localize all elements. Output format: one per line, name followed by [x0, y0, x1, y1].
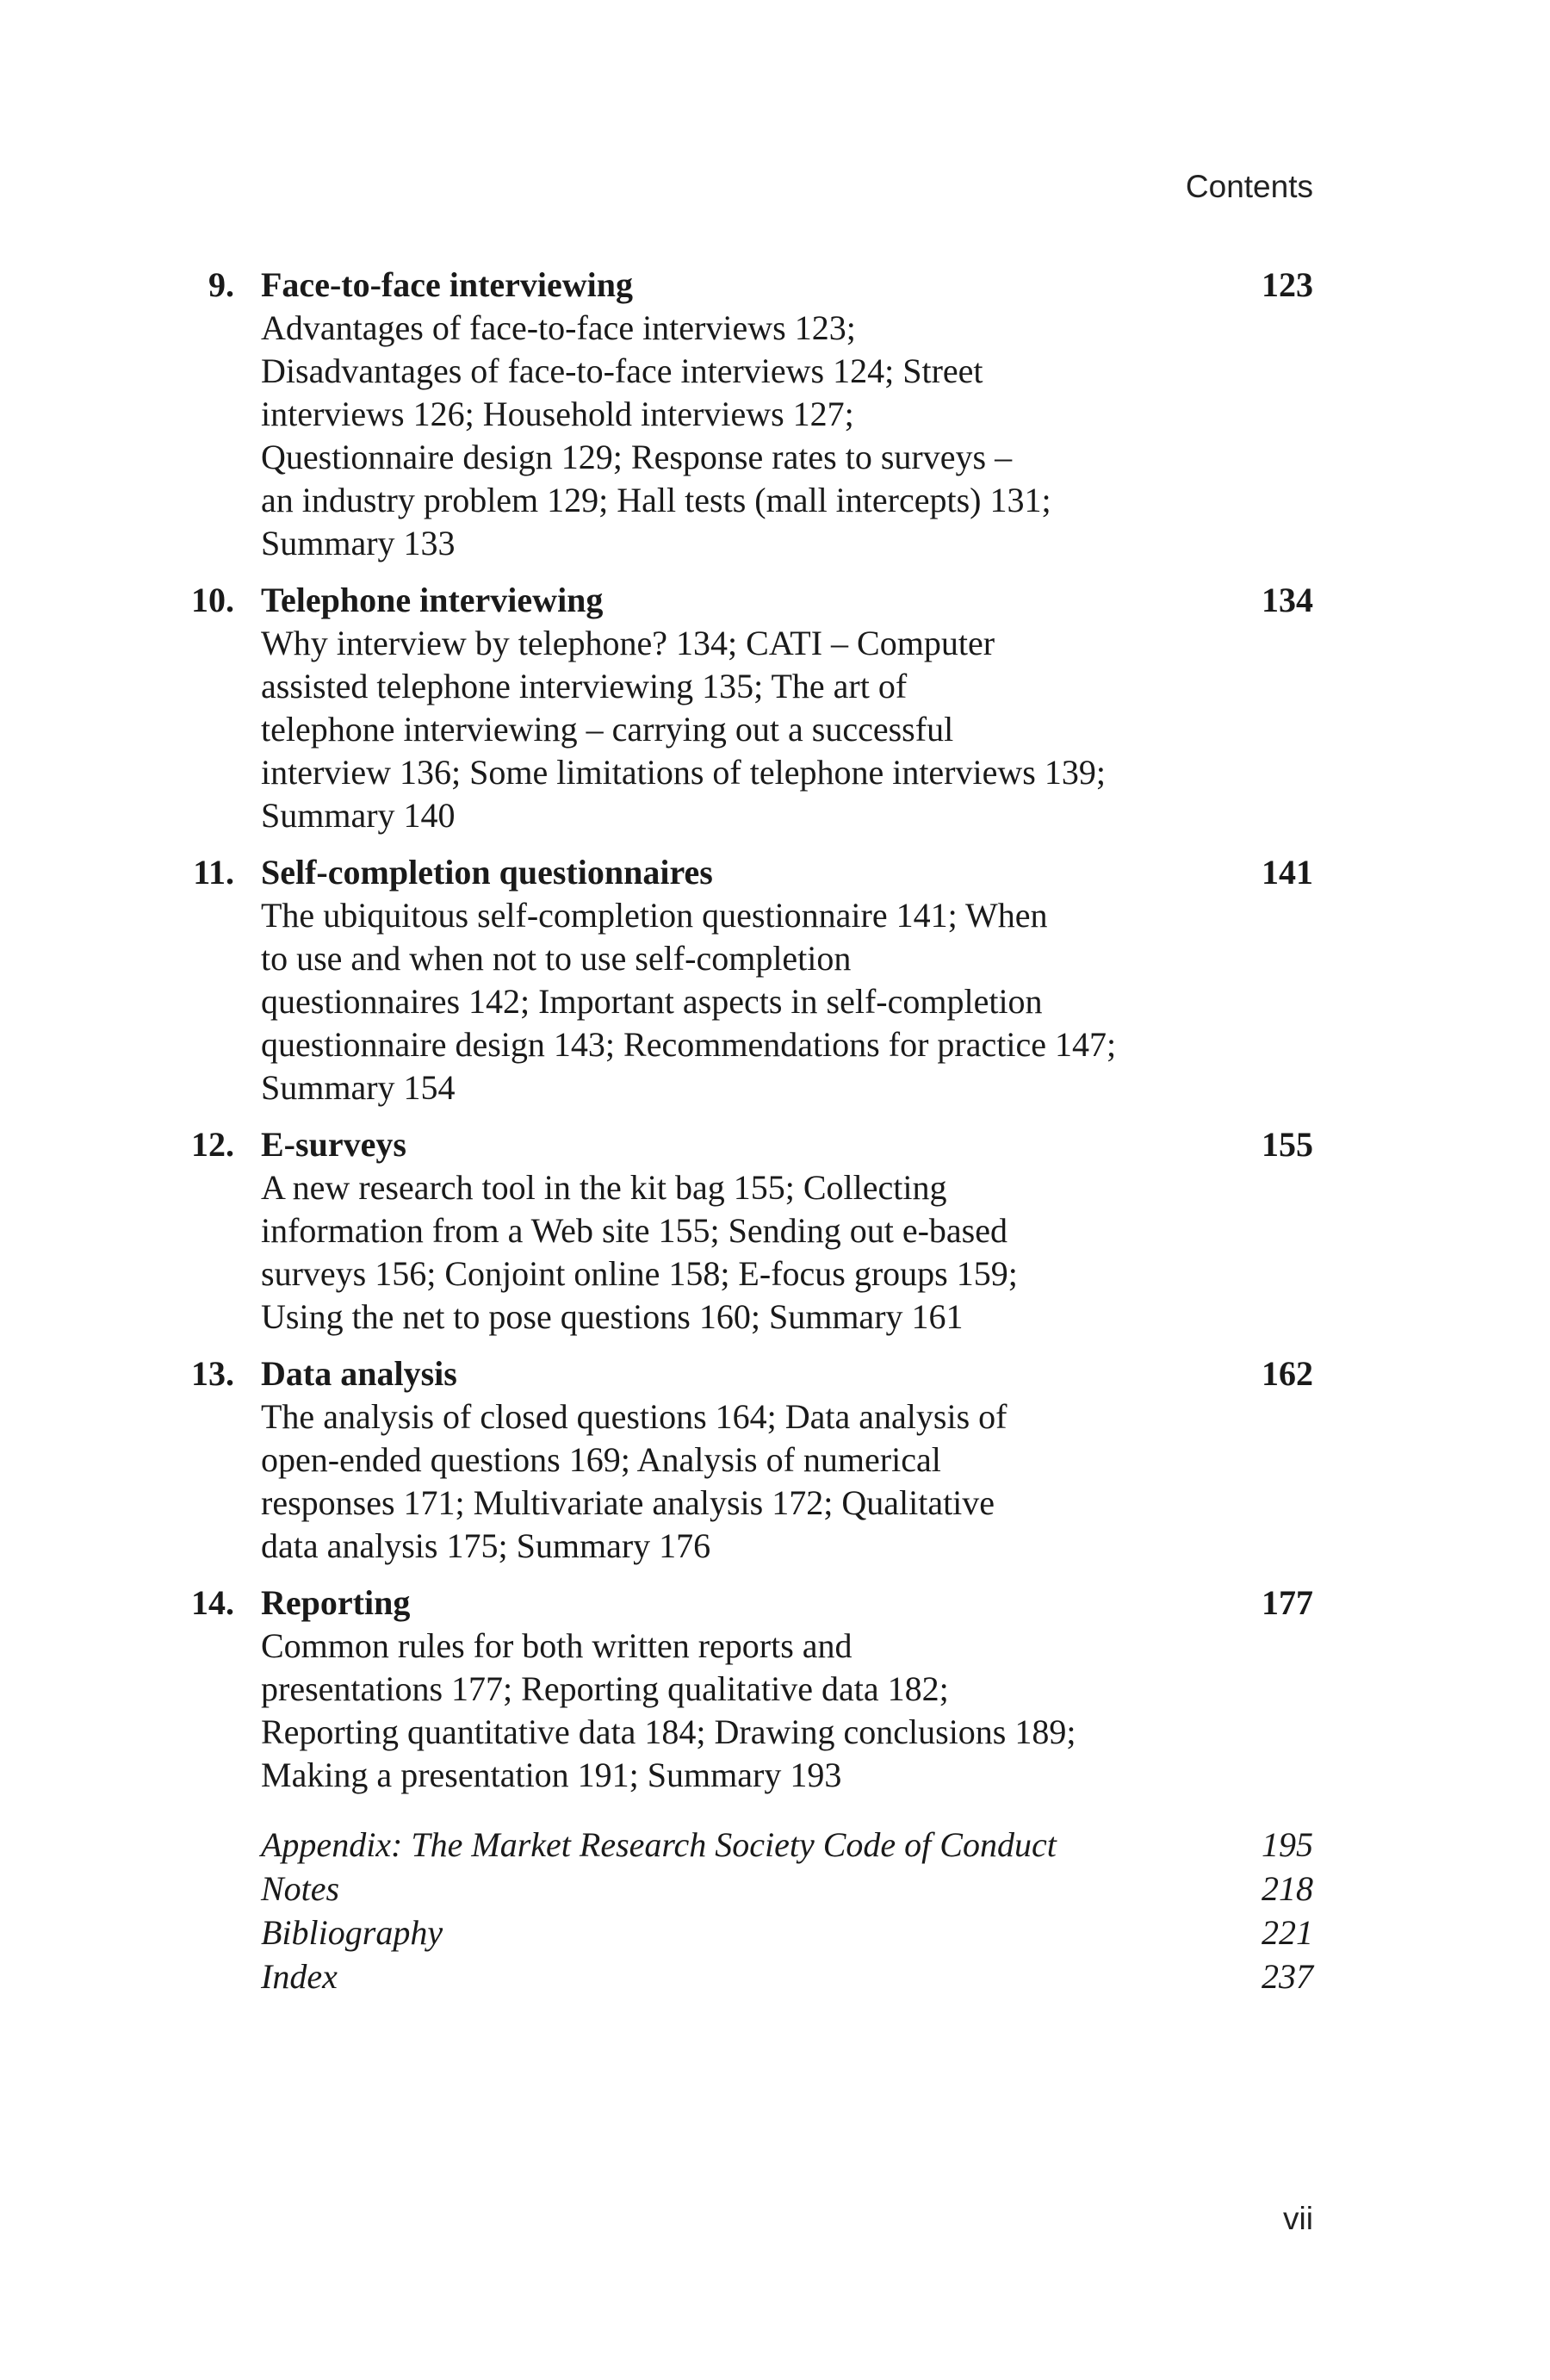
toc-chapter-13 [183, 1352, 1313, 1568]
subsection-line: A new research tool in the kit bag 155; Collecting [261, 1168, 947, 1207]
chapter-page-number: 177 [1262, 1583, 1313, 1622]
subsection-line: data analysis 175; Summary 176 [261, 1526, 711, 1565]
chapter-title: E-surveys [261, 1125, 406, 1164]
chapter-page-number: 123 [1262, 265, 1313, 304]
chapter-title: Face-to-face interviewing [261, 265, 634, 304]
toc-bibliography [261, 1911, 1313, 1954]
subsection-line: Reporting quantitative data 184; Drawing conclusions 189; [261, 1712, 1076, 1751]
subsection-line: Making a presentation 191; Summary 193 [261, 1755, 842, 1794]
chapter-title: Reporting [261, 1583, 411, 1622]
chapter-subsections [261, 894, 1251, 1109]
subsection-line: Summary 154 [261, 1068, 456, 1107]
toc-chapter-14 [183, 1581, 1313, 1797]
subsection-line: surveys 156; Conjoint online 158; E-focus groups 159; [261, 1254, 1018, 1293]
subsection-line: Questionnaire design 129; Response rates to surveys – [261, 438, 1013, 476]
chapter-subsections [261, 622, 1251, 837]
toc-chapter-10 [183, 579, 1313, 837]
chapter-number: 12. [191, 1125, 234, 1164]
chapter-subsections [261, 1166, 1251, 1339]
toc-chapter-11 [183, 851, 1313, 1109]
toc-notes [261, 1867, 1313, 1911]
chapter-number: 14. [191, 1583, 234, 1622]
subsection-line: Why interview by telephone? 134; CATI – Computer [261, 624, 995, 662]
chapter-page-number: 141 [1262, 853, 1313, 892]
page-number: vii [1283, 2201, 1313, 2236]
toc-chapter-9 [183, 264, 1313, 565]
backmatter-list [183, 1823, 1313, 1998]
subsection-line: information from a Web site 155; Sending out e-based [261, 1211, 1008, 1250]
chapter-page-number: 162 [1262, 1354, 1313, 1393]
backmatter-page-number: 195 [1262, 1825, 1313, 1864]
table-of-contents [183, 264, 1313, 1998]
chapter-number: 11. [193, 853, 234, 892]
subsection-line: questionnaire design 143; Recommendations for practice 147; [261, 1025, 1117, 1064]
subsection-line: Summary 133 [261, 524, 456, 562]
backmatter-page-number: 221 [1262, 1913, 1313, 1952]
chapter-number: 13. [191, 1354, 234, 1393]
subsection-line: The analysis of closed questions 164; Data analysis of [261, 1397, 1008, 1436]
subsection-line: telephone interviewing – carrying out a successful [261, 710, 954, 749]
chapter-number: 10. [191, 581, 234, 619]
chapter-title: Data analysis [261, 1354, 457, 1393]
subsection-line: assisted telephone interviewing 135; The art of [261, 667, 908, 705]
subsection-line: presentations 177; Reporting qualitative data 182; [261, 1669, 949, 1708]
subsection-line: Using the net to pose questions 160; Summary 161 [261, 1297, 964, 1336]
subsection-line: questionnaires 142; Important aspects in self-completion [261, 982, 1043, 1021]
toc-index [261, 1954, 1313, 1998]
backmatter-title: Bibliography [261, 1913, 443, 1952]
backmatter-page-number: 218 [1262, 1869, 1313, 1908]
backmatter-title: Appendix: The Market Research Society Code of Conduct [261, 1825, 1057, 1864]
chapter-number: 9. [208, 265, 234, 304]
backmatter-title: Notes [261, 1869, 340, 1908]
subsection-line: responses 171; Multivariate analysis 172; Qualitative [261, 1483, 995, 1522]
chapter-subsections [261, 1625, 1251, 1797]
toc-chapter-12 [183, 1123, 1313, 1339]
chapter-page-number: 134 [1262, 581, 1313, 619]
subsection-line: an industry problem 129; Hall tests (mall intercepts) 131; [261, 481, 1051, 519]
chapter-subsections [261, 307, 1251, 565]
subsection-line: Advantages of face-to-face interviews 123; [261, 308, 856, 347]
subsection-line: Summary 140 [261, 796, 456, 835]
toc-appendix [261, 1823, 1313, 1867]
subsection-line: open-ended questions 169; Analysis of numerical [261, 1440, 941, 1479]
subsection-line: to use and when not to use self-completion [261, 939, 852, 978]
subsection-line: The ubiquitous self-completion questionnaire 141; When [261, 896, 1048, 935]
chapter-page-number: 155 [1262, 1125, 1313, 1164]
backmatter-page-number: 237 [1262, 1957, 1313, 1996]
chapter-subsections [261, 1395, 1251, 1568]
backmatter-title: Index [261, 1957, 338, 1996]
chapter-title: Telephone interviewing [261, 581, 604, 619]
chapter-title: Self-completion questionnaires [261, 853, 713, 892]
subsection-line: interviews 126; Household interviews 127; [261, 395, 854, 433]
subsection-line: interview 136; Some limitations of telephone interviews 139; [261, 753, 1106, 792]
running-head: Contents [1185, 169, 1313, 204]
subsection-line: Disadvantages of face-to-face interviews 124; Street [261, 351, 983, 390]
subsection-line: Common rules for both written reports and [261, 1626, 852, 1665]
